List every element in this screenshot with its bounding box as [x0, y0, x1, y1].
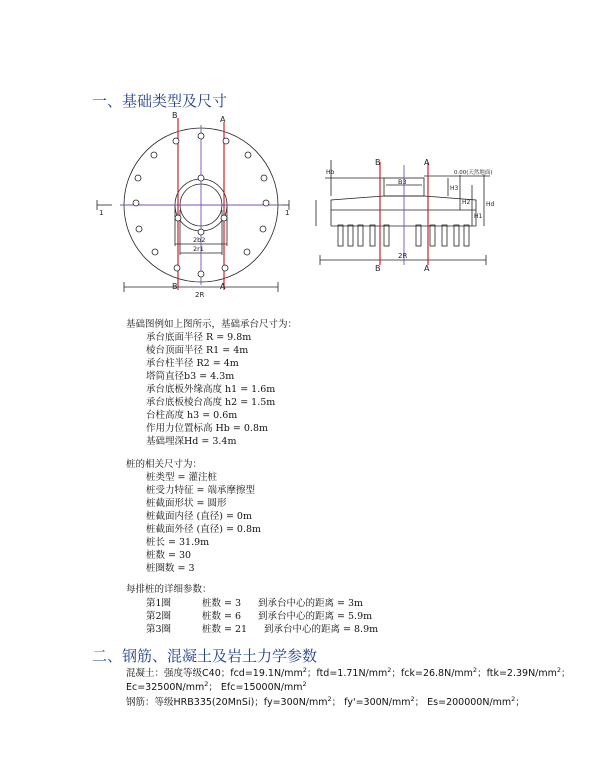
platform-item: 承台底板外缘高度 h1 = 1.6m [146, 384, 276, 395]
platform-item: 塔筒直径b3 = 4.3m [146, 371, 235, 382]
concrete-fcd: C40；fcd=19.1N/mm [202, 668, 303, 679]
pile-item: 桩长 = 31.9m [146, 537, 210, 548]
elev-label-hb: Hb [326, 169, 335, 176]
ring-row-1-count: 桩数 = 3 [202, 598, 242, 609]
steel-semi: ； [515, 697, 525, 708]
elev-label-h2: H2 [462, 199, 471, 206]
plan-label-b-top: B [172, 111, 178, 120]
platform-item: 台柱高度 h3 = 0.6m [146, 410, 238, 421]
concrete-line-2 [126, 678, 307, 694]
exp: 2 [387, 666, 392, 674]
platform-item: 基础埋深Hd = 3.4m [146, 436, 237, 447]
section-2-title: 二、钢筋、混凝土及岩土力学参数 [92, 647, 318, 665]
pile-item: 桩截面形状 = 圆形 [146, 498, 227, 509]
steel-fy: HRB335(20MnSi)；fy=300N/mm [173, 697, 328, 708]
plan-label-1-right: 1 [285, 209, 290, 217]
exp: 2 [302, 666, 307, 674]
concrete-efc: ； Efc=15000N/mm [208, 682, 303, 693]
elev-label-a-bottom: A [424, 264, 430, 273]
concrete-fck: ；fck=26.8N/mm [391, 668, 473, 679]
platform-intro: 基础图例如上图所示，基础承台尺寸为： [126, 319, 298, 330]
plan-label-2r1: 2r1 [193, 245, 204, 253]
platform-item: 承台底板棱台高度 h2 = 1.5m [146, 397, 276, 408]
platform-item: 承台柱半径 R2 = 4m [146, 358, 239, 369]
pile-item: 桩截面内径 (直径) = 0m [146, 511, 252, 522]
ring-row-2-name: 第2圈 [146, 611, 172, 622]
section-1-title: 一、基础类型及尺寸 [92, 92, 228, 110]
ring-row-2-dist: 到承台中心的距离 = 5.9m [258, 611, 373, 622]
plan-label-2r: 2R [195, 291, 205, 299]
exp: 2 [327, 695, 332, 703]
elev-label-h3: H3 [450, 185, 459, 192]
ring-row-3-name: 第3圈 [146, 624, 172, 635]
exp: 2 [556, 666, 562, 674]
pile-item: 桩数 = 30 [146, 550, 192, 561]
elev-label-b-top: B [375, 158, 381, 167]
platform-item: 棱台顶面半径 R1 = 4m [146, 345, 249, 356]
elev-label-ground: 0.00(天然地面) [454, 170, 493, 176]
elevation-view-drawing [0, 0, 600, 300]
steel-label: 钢筋：等级 [126, 697, 174, 708]
exp: 2 [511, 695, 516, 703]
platform-item: 作用力位置标高 Hb = 0.8m [146, 423, 269, 434]
pile-item: 桩圈数 = 3 [146, 563, 195, 574]
concrete-ftd: ；ftd=1.71N/mm [306, 668, 388, 679]
rings-intro: 每排桩的详细参数： [126, 584, 212, 595]
plan-label-1-left: 1 [99, 209, 104, 217]
plan-label-a-top: A [220, 115, 226, 124]
platform-list [146, 331, 275, 448]
steel-es: ； Es=200000N/mm [414, 697, 512, 708]
ring-row-2-count: 桩数 = 6 [202, 611, 242, 622]
plan-label-b-bottom: B [172, 282, 178, 291]
pile-item: 桩截面外径 (直径) = 0.8m [146, 524, 262, 535]
elev-label-2r: 2R [398, 252, 408, 260]
ring-row-1-dist: 到承台中心的距离 = 3m [258, 598, 364, 609]
concrete-label: 混凝土：强度等级 [126, 668, 203, 679]
concrete-ftk: ；ftk=2.39N/mm [477, 668, 557, 679]
exp: 2 [472, 666, 478, 674]
elev-label-h1: H1 [474, 213, 483, 220]
pile-intro: 桩的相关尺寸为： [126, 459, 203, 470]
plan-label-2b2: 2b2 [193, 236, 206, 244]
plan-label-a-bottom: A [220, 282, 226, 291]
ring-row-3-dist: 到承台中心的距离 = 8.9m [264, 624, 379, 635]
concrete-ec: Ec=32500N/mm [126, 682, 205, 693]
steel-fyp: ； fy'=300N/mm [331, 697, 411, 708]
ring-row-3-count: 桩数 = 21 [202, 624, 248, 635]
elev-label-hd: Hd [486, 201, 495, 208]
elev-label-b3: B3 [398, 178, 407, 186]
platform-item: 承台底面半径 R = 9.8m [146, 332, 252, 343]
pile-list [146, 471, 261, 575]
pile-item: 桩受力特征 = 端承摩擦型 [146, 485, 255, 496]
ring-row-1-name: 第1圈 [146, 598, 172, 609]
elev-label-b-bottom: B [375, 264, 381, 273]
exp: 2 [204, 680, 209, 688]
exp: 2 [410, 695, 415, 703]
pile-item: 桩类型 = 灌注桩 [146, 472, 217, 483]
exp: 2 [302, 680, 307, 688]
concrete-semi: ； [561, 668, 571, 679]
steel-line [126, 693, 525, 709]
elev-label-a-top: A [424, 158, 430, 167]
